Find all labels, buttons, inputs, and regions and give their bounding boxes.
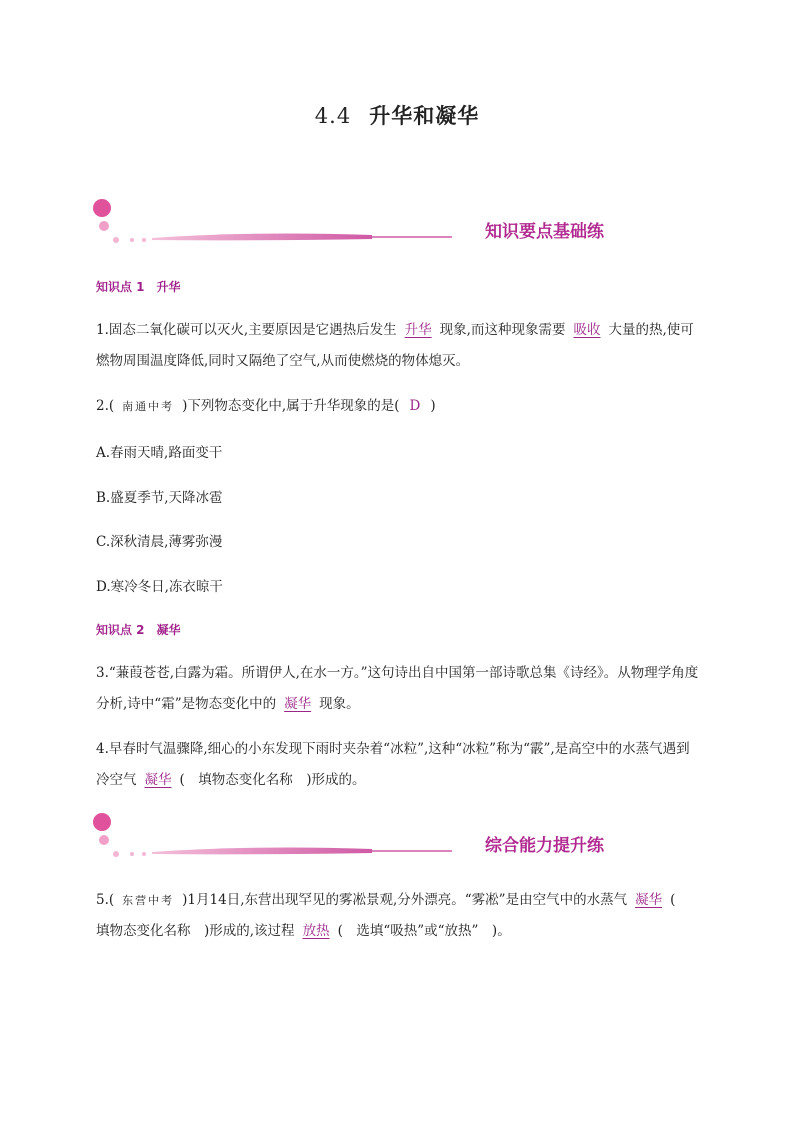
q3-answer: 凝华 <box>284 696 312 712</box>
question-3 <box>96 658 700 720</box>
banner-dot-tiny-2 <box>142 238 146 242</box>
q2-text-2: ) <box>430 398 436 414</box>
q2-source: 南通中考 <box>122 400 175 413</box>
q5-text-2: ( 填物态变化名称 )形成的,该过程 <box>96 892 689 939</box>
section-banner-basic <box>92 198 704 246</box>
page-title <box>0 100 794 130</box>
banner-dot-tiny <box>130 238 134 242</box>
q1-text-2: 现象,而这种现象需要 <box>439 322 566 338</box>
banner-decoration-icon <box>92 812 704 860</box>
banner-swoosh <box>152 234 372 241</box>
lesson-number: 4.4 <box>314 104 352 128</box>
section-title-basic: 知识要点基础练 <box>485 222 604 242</box>
q4-answer: 凝华 <box>144 772 172 788</box>
question-5 <box>96 885 700 947</box>
knowledge-point-2 <box>96 621 181 638</box>
q2-answer: D <box>409 398 421 414</box>
question-1 <box>96 315 700 377</box>
option-d: D.寒冷冬日,冻衣晾干 <box>96 579 223 595</box>
q1-text-3: 大量的热,使可燃物周围温度降低,同时又隔绝了空气,从而使燃烧的物体熄灭。 <box>96 322 694 369</box>
q5-text-1: )1月14日,东营出现罕见的雾凇景观,分外漂亮。“雾凇”是由空气中的水蒸气 <box>182 892 628 908</box>
q1-answer-1: 升华 <box>404 322 432 338</box>
knowledge-point-label: 知识点 2 <box>96 623 145 637</box>
q2-text-1: )下列物态变化中,属于升华现象的是( <box>182 398 400 414</box>
banner-decoration-icon <box>92 198 704 246</box>
banner-dot-large <box>93 813 111 831</box>
banner-dot-small <box>113 851 119 857</box>
q3-text-1: 3.“蒹葭苍苍,白露为霜。所谓伊人,在水一方。”这句诗出自中国第一部诗歌总集《诗经》。从物理学角度分析,诗中“霜”是物态变化中的 <box>96 665 699 712</box>
knowledge-point-name: 升华 <box>156 280 181 294</box>
option-a: A.春雨天晴,路面变干 <box>96 445 223 461</box>
q5-answer-1: 凝华 <box>635 892 663 908</box>
banner-dot-medium <box>99 221 109 231</box>
q2-prefix: 2.( <box>96 398 115 414</box>
section-banner-advanced <box>92 812 704 860</box>
q3-text-2: 现象。 <box>319 696 360 712</box>
knowledge-point-name: 凝华 <box>156 623 181 637</box>
q5-source: 东营中考 <box>122 894 175 907</box>
option-c: C.深秋清晨,薄雾弥漫 <box>96 534 223 550</box>
q5-text-3: ( 选填“吸热”或“放热” )。 <box>337 923 511 939</box>
knowledge-point-label: 知识点 1 <box>96 280 145 294</box>
q1-answer-2: 吸收 <box>573 322 601 338</box>
knowledge-point-1 <box>96 278 181 295</box>
banner-dot-medium <box>99 835 109 845</box>
section-title-advanced: 综合能力提升练 <box>485 836 604 856</box>
q4-text-2: ( 填物态变化名称 )形成的。 <box>179 772 366 788</box>
banner-dot-tiny <box>130 852 134 856</box>
q1-text-1: 1.固态二氧化碳可以灭火,主要原因是它遇热后发生 <box>96 322 397 338</box>
q5-prefix: 5.( <box>96 892 115 908</box>
lesson-title: 升华和凝华 <box>369 103 480 128</box>
option-b: B.盛夏季节,天降冰雹 <box>96 490 223 506</box>
q5-answer-2: 放热 <box>302 923 330 939</box>
banner-dot-tiny-2 <box>142 852 146 856</box>
banner-dot-large <box>93 199 111 217</box>
question-4 <box>96 734 700 796</box>
banner-dot-small <box>113 237 119 243</box>
q4-text-1: 4.早春时气温骤降,细心的小东发现下雨时夹杂着“冰粒”,这种“冰粒”称为“霰”,是高空中的水蒸气遇到冷空气 <box>96 741 690 788</box>
question-2 <box>96 391 700 422</box>
banner-swoosh <box>152 848 372 855</box>
